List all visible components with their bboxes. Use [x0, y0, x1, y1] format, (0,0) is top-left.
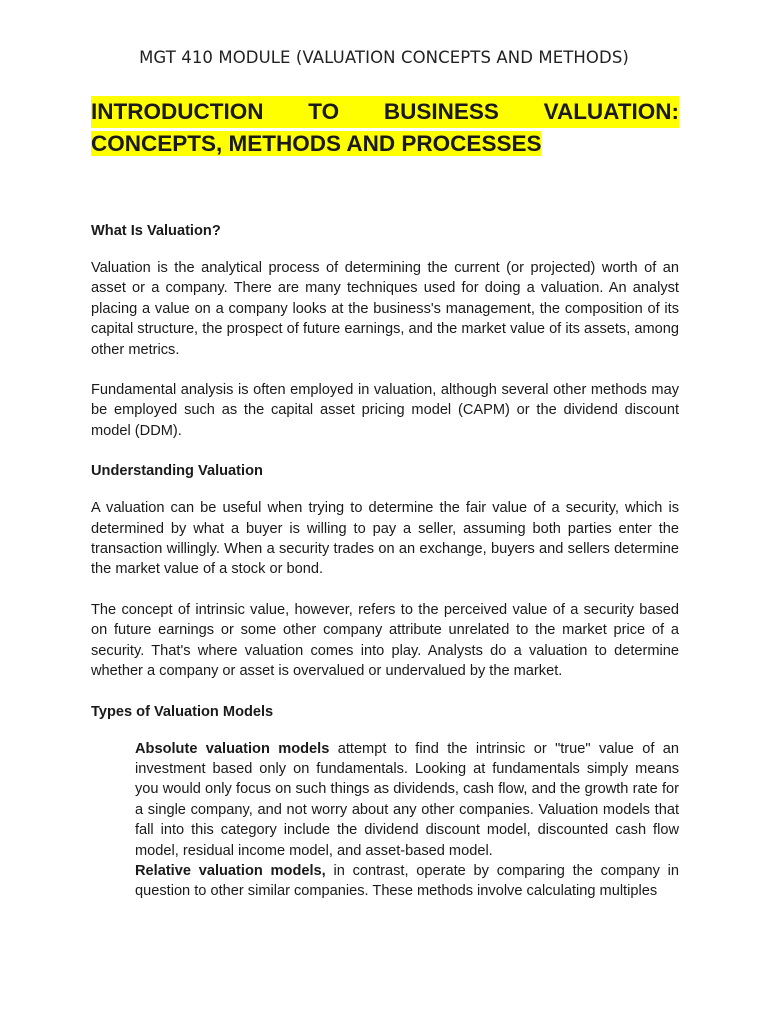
text-absolute-valuation: attempt to find the intrinsic or "true" value of an investment based only on fundamentals. Looking at fundamentals simply means you would only focus on such things as dividends, cash flow, and the growth rate for a single company, and not worry about any other companies. Valuation models that fall into this category include the dividend discount model, discounted cash flow model, residual income model, and asset-based model. [135, 740, 679, 859]
term-absolute-valuation: Absolute valuation models [135, 740, 330, 757]
title-line-2 [91, 128, 679, 160]
paragraph-relative-valuation [135, 861, 679, 902]
title-line-2-text: CONCEPTS, METHODS AND PROCESSES [91, 131, 542, 156]
heading-types-of-valuation-models: Types of Valuation Models [91, 703, 274, 720]
heading-what-is-valuation: What Is Valuation? [91, 223, 221, 239]
document-title [91, 96, 679, 160]
title-line-1 [91, 96, 679, 128]
term-relative-valuation: Relative valuation models, [135, 862, 326, 879]
paragraph-intrinsic-value: The concept of intrinsic value, however, refers to the perceived value of a security based on future earnings or some other company attribute unrelated to the market price of a security. That's where valuation comes into play. Analysts do a valuation to determine whether a company or asset is overvalued or undervalued by the market. [91, 601, 679, 680]
valuation-models-list [135, 739, 679, 902]
text-relative-valuation: in contrast, operate by comparing the company in question to other similar companies. These methods involve calculating multiples [135, 862, 679, 900]
document-body [91, 221, 679, 902]
title-line-1-text: INTRODUCTION TO BUSINESS VALUATION: [91, 96, 679, 128]
paragraph-valuation-definition: Valuation is the analytical process of determining the current (or projected) worth of an asset or a company. There are many techniques used for doing a valuation. An analyst placing a value on a company looks at the business's management, the composition of its capital structure, the prospect of future earnings, and the market value of its assets, among other metrics. [91, 260, 679, 358]
page-header: MGT 410 MODULE (VALUATION CONCEPTS AND METHODS) [139, 48, 629, 67]
paragraph-fundamental-analysis: Fundamental analysis is often employed in valuation, although several other methods may be employed such as the capital asset pricing model (CAPM) or the dividend discount model (DDM). [91, 382, 679, 439]
paragraph-absolute-valuation [135, 739, 679, 861]
paragraph-fair-value: A valuation can be useful when trying to determine the fair value of a security, which is determined by what a buyer is willing to pay a seller, assuming both parties enter the transaction willingly. When a security trades on an exchange, buyers and sellers determine the market value of a stock or bond. [91, 500, 679, 578]
heading-understanding-valuation: Understanding Valuation [91, 463, 263, 480]
